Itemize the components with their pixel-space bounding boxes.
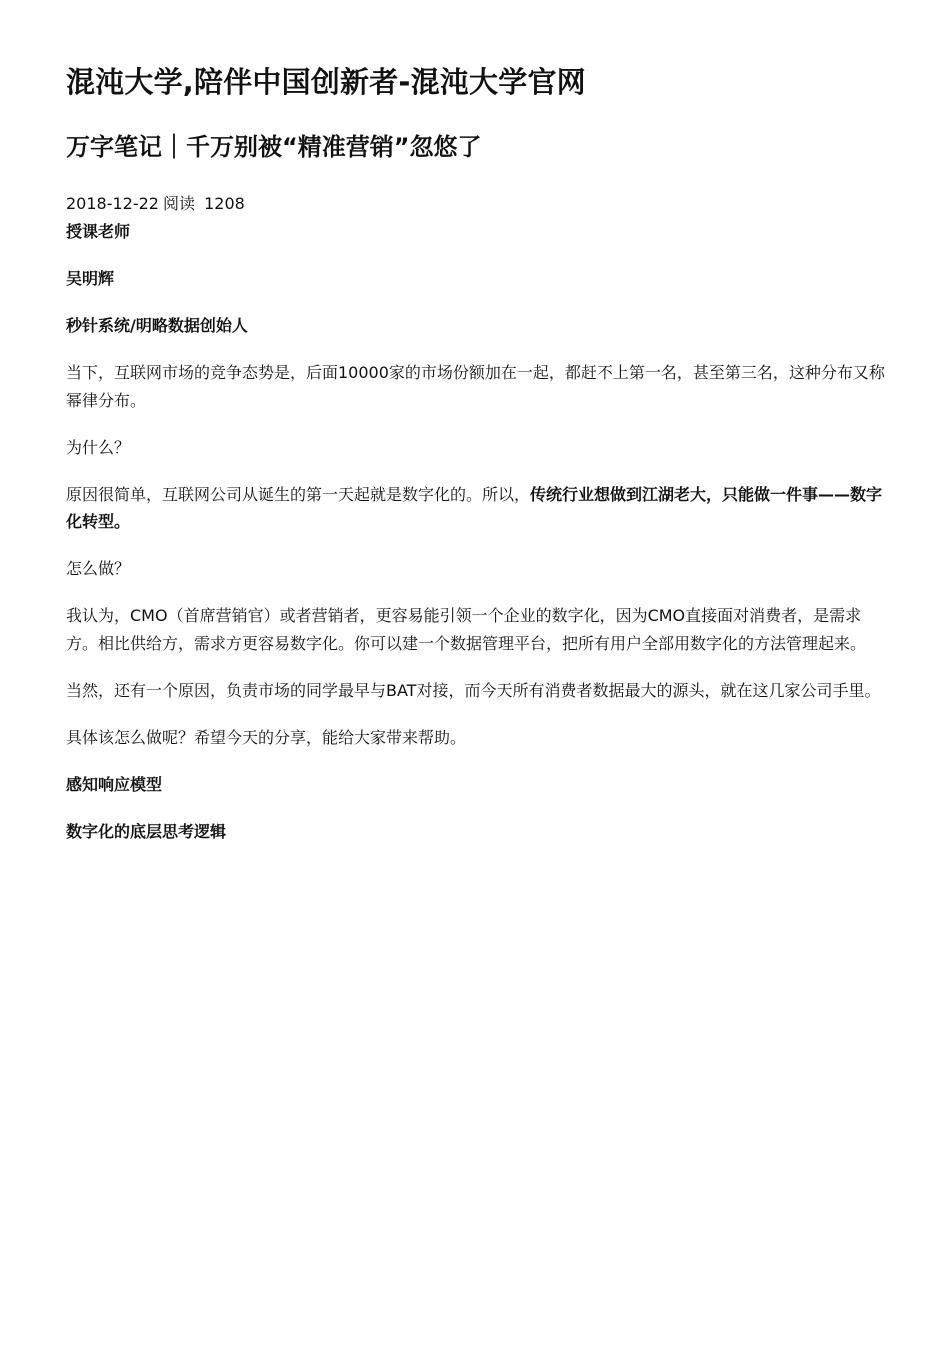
section-heading: 感知响应模型 bbox=[66, 774, 163, 794]
article-body bbox=[66, 218, 886, 845]
read-count: 1208 bbox=[204, 194, 245, 213]
teacher-title: 秒针系统/明略数据创始人 bbox=[66, 316, 248, 335]
teacher-label: 授课老师 bbox=[66, 222, 131, 241]
paragraph: 我认为，CMO（首席营销官）或者营销者，更容易能引领一个企业的数字化，因为CMO直接面对消费者，是需求方。相比供给方，需求方更容易数字化。你可以建一个数据管理平台，把所有用户全部用数字化的方法管理起来。 bbox=[66, 606, 867, 653]
paragraph bbox=[66, 481, 886, 536]
paragraph: 当然，还有一个原因，负责市场的同学最早与BAT对接，而今天所有消费者数据最大的源头，就在这几家公司手里。 bbox=[66, 680, 881, 700]
article-meta bbox=[66, 190, 886, 218]
read-label: 阅读 bbox=[162, 194, 195, 213]
paragraph: 怎么做？ bbox=[66, 559, 131, 578]
article-date: 2018-12-22 bbox=[66, 194, 159, 213]
paragraph: 为什么？ bbox=[66, 437, 131, 457]
site-title: 混沌大学,陪伴中国创新者-混沌大学官网 bbox=[66, 65, 586, 99]
paragraph: 具体该怎么做呢？希望今天的分享，能给大家带来帮助。 bbox=[66, 727, 467, 747]
section-heading: 数字化的底层思考逻辑 bbox=[66, 821, 227, 841]
teacher-name: 吴明辉 bbox=[66, 269, 115, 288]
article-title: 万字笔记｜千万别被“精准营销”忽悠了 bbox=[66, 133, 482, 161]
paragraph-emphasis: 传统行业想做到江湖老大，只能做一件事——数字化转型。 bbox=[66, 484, 883, 531]
paragraph: 当下，互联网市场的竞争态势是，后面10000家的市场份额加在一起，都赶不上第一名，甚至第三名，这种分布又称幂律分布。 bbox=[66, 363, 885, 410]
paragraph-text: 原因很简单，互联网公司从诞生的第一天起就是数字化的。所以， bbox=[66, 484, 531, 504]
